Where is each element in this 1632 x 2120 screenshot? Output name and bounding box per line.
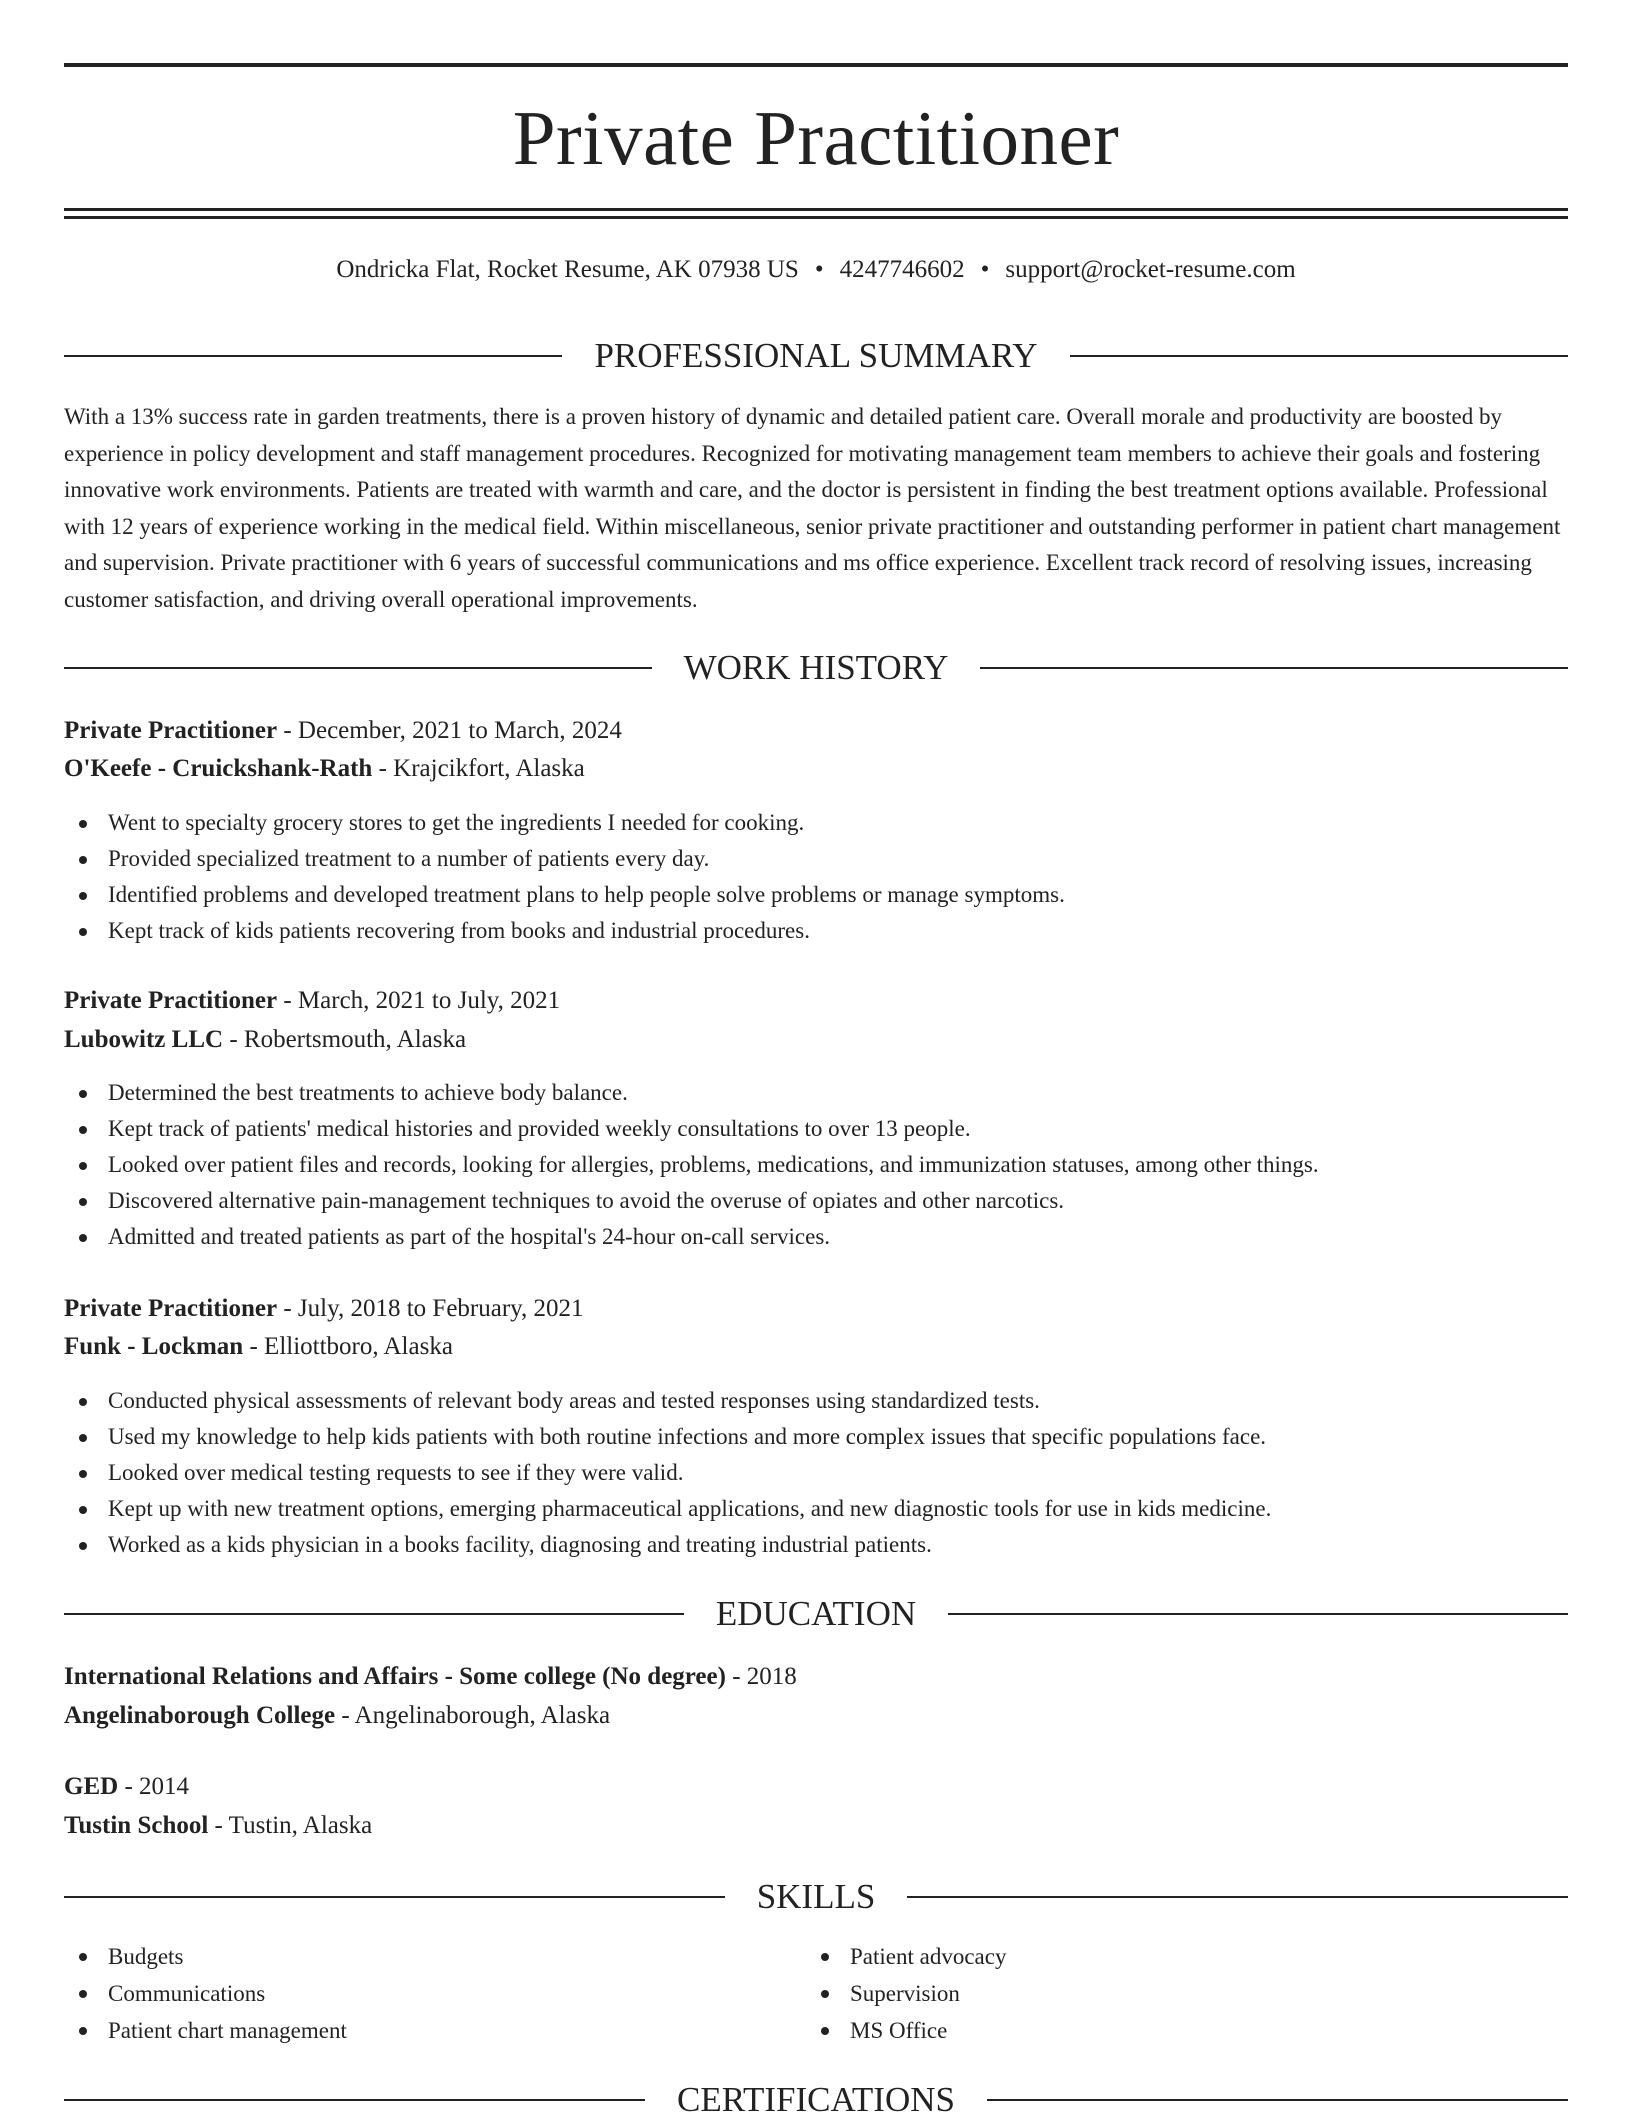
bullet-icon [79, 1953, 87, 1961]
list-item [64, 1075, 1568, 1111]
job-company-line [64, 1022, 1568, 1058]
list-item [64, 2012, 806, 2049]
contact-address: Ondricka Flat, Rocket Resume, AK 07938 US [336, 256, 799, 283]
job-title-line [64, 1291, 1568, 1327]
bullet-icon [79, 1090, 87, 1098]
bullet-icon [79, 1126, 87, 1134]
list-item [806, 1938, 1548, 1975]
section-heading-summary [64, 336, 1568, 376]
education-degree: International Relations and Affairs - Some college (No degree) [64, 1663, 726, 1690]
heading-rule-left [64, 667, 652, 669]
bullet-text: Kept track of patients' medical histories and provided weekly consultations to over 13 people. [108, 1116, 971, 1141]
skill-text: Supervision [850, 1981, 960, 2006]
bullet-text: Discovered alternative pain-management techniques to avoid the overuse of opiates and other narcotics. [108, 1188, 1065, 1213]
job-company-line [64, 751, 1568, 787]
section-title: SKILLS [756, 1877, 876, 1916]
list-item [64, 805, 1568, 841]
bullet-icon [79, 1198, 87, 1206]
bullet-icon [79, 820, 87, 828]
section-title: EDUCATION [715, 1594, 917, 1633]
education-school: Tustin School [64, 1812, 209, 1839]
bullet-text: Determined the best treatments to achieve body balance. [108, 1080, 628, 1105]
section-title: WORK HISTORY [683, 648, 949, 687]
list-item [64, 1419, 1568, 1455]
job-title: Private Practitioner [64, 717, 278, 744]
bullet-icon [79, 1398, 87, 1406]
job-dates: - March, 2021 to July, 2021 [277, 987, 561, 1014]
skill-text: Communications [108, 1981, 266, 2006]
job-company: Funk - Lockman [64, 1333, 244, 1360]
bullet-text: Kept track of kids patients recovering from books and industrial procedures. [108, 918, 810, 943]
bullet-icon [821, 1953, 829, 1961]
bullet-icon [79, 1234, 87, 1242]
skill-text: Budgets [108, 1944, 184, 1969]
job-title: Private Practitioner [64, 987, 278, 1014]
heading-rule-left [64, 1896, 725, 1898]
education-degree-line [64, 1769, 1568, 1805]
section-title: PROFESSIONAL SUMMARY [594, 336, 1038, 375]
bullet-icon [79, 1470, 87, 1478]
list-item [64, 841, 1568, 877]
list-item [64, 1383, 1568, 1419]
bullet-icon [79, 1162, 87, 1170]
list-item [806, 2012, 1548, 2049]
bullet-icon [79, 892, 87, 900]
bullet-icon [79, 1542, 87, 1550]
education-school: Angelinaborough College [64, 1702, 336, 1729]
heading-rule-left [64, 1613, 684, 1615]
section-title: CERTIFICATIONS [677, 2080, 955, 2119]
list-item [64, 1183, 1568, 1219]
bullet-icon [79, 928, 87, 936]
bullet-icon [79, 1506, 87, 1514]
job-bullets [64, 1383, 1568, 1563]
job-company: Lubowitz LLC [64, 1026, 224, 1053]
job-location: - Krajcikfort, Alaska [372, 755, 585, 782]
header-top-rule [64, 63, 1568, 67]
heading-rule-right [907, 1896, 1568, 1898]
list-item [64, 1527, 1568, 1563]
section-heading-education [64, 1594, 1568, 1634]
contact-line [64, 252, 1568, 288]
bullet-text: Worked as a kids physician in a books facility, diagnosing and treating industrial patients. [108, 1532, 932, 1557]
resume-name: Private Practitioner [512, 95, 1120, 181]
bullet-text: Used my knowledge to help kids patients with both routine infections and more complex issues that specific populations face. [108, 1424, 1267, 1449]
heading-rule-right [1070, 355, 1568, 357]
bullet-icon [821, 1990, 829, 1998]
list-item [64, 1455, 1568, 1491]
list-item [64, 1219, 1568, 1255]
job-location: - Elliottboro, Alaska [243, 1333, 453, 1360]
job-company-line [64, 1329, 1568, 1365]
bullet-icon [79, 2027, 87, 2035]
bullet-text: Provided specialized treatment to a number of patients every day. [108, 846, 710, 871]
heading-rule-left [64, 355, 562, 357]
skill-text: Patient advocacy [850, 1944, 1007, 1969]
education-year: - 2018 [725, 1663, 797, 1690]
job-dates: - July, 2018 to February, 2021 [277, 1295, 584, 1322]
section-heading-work [64, 648, 1568, 688]
header-bottom-rule-2 [64, 216, 1568, 219]
bullet-text: Conducted physical assessments of relevant body areas and tested responses using standardized tests. [108, 1388, 1040, 1413]
header-bottom-rule-1 [64, 208, 1568, 211]
job-title: Private Practitioner [64, 1295, 278, 1322]
contact-separator: • [980, 256, 990, 283]
section-heading-certifications [64, 2080, 1568, 2120]
contact-email: support@rocket-resume.com [1005, 256, 1296, 283]
bullet-icon [821, 2027, 829, 2035]
job-bullets [64, 805, 1568, 949]
education-degree-line [64, 1659, 1568, 1695]
list-item [806, 1975, 1548, 2012]
bullet-text: Admitted and treated patients as part of the hospital's 24-hour on-call services. [108, 1224, 831, 1249]
education-degree: GED [64, 1773, 119, 1800]
bullet-icon [79, 1990, 87, 1998]
bullet-icon [79, 856, 87, 864]
bullet-text: Looked over medical testing requests to see if they were valid. [108, 1460, 684, 1485]
job-dates: - December, 2021 to March, 2024 [277, 717, 622, 744]
heading-rule-right [980, 667, 1568, 669]
bullet-text: Went to specialty grocery stores to get the ingredients I needed for cooking. [108, 810, 805, 835]
list-item [64, 1938, 806, 1975]
bullet-text: Looked over patient files and records, looking for allergies, problems, medications, and immunization statuses, among other things. [108, 1152, 1319, 1177]
job-title-line [64, 713, 1568, 749]
list-item [64, 1111, 1568, 1147]
list-item [64, 877, 1568, 913]
summary-paragraph: With a 13% success rate in garden treatments, there is a proven history of dynamic and detailed patient care. Overall morale and productivity are boosted by experience in policy development and staff management procedures. Recognized for motivating management team members to achieve their goals and fostering innovative work environments. Patients are treated with warmth and care, and the doctor is persistent in finding the best treatment options available. Professional with 12 years of experience working in the medical field. Within miscellaneous, senior private practitioner and outstanding performer in patient chart management and supervision. Private practitioner with 6 years of successful communications and ms office experience. Excellent track record of resolving issues, increasing customer satisfaction, and driving overall operational improvements. [64, 404, 1561, 612]
education-year: - 2014 [118, 1773, 190, 1800]
job-location: - Robertsmouth, Alaska [223, 1026, 467, 1053]
list-item [64, 1147, 1568, 1183]
section-heading-skills [64, 1877, 1568, 1917]
heading-rule-right [948, 1613, 1568, 1615]
bullet-text: Kept up with new treatment options, emerging pharmaceutical applications, and new diagnostic tools for use in kids medicine. [108, 1496, 1272, 1521]
skills-list [64, 1938, 1568, 2049]
skill-text: MS Office [850, 2018, 948, 2043]
skills-column-left [64, 1938, 806, 2049]
bullet-icon [79, 1434, 87, 1442]
list-item [64, 1491, 1568, 1527]
contact-phone: 4247746602 [839, 256, 965, 283]
bullet-text: Identified problems and developed treatment plans to help people solve problems or manage symptoms. [108, 882, 1065, 907]
education-location: - Tustin, Alaska [208, 1812, 373, 1839]
education-school-line [64, 1808, 1568, 1844]
heading-rule-right [987, 2099, 1568, 2101]
list-item [64, 1975, 806, 2012]
education-school-line [64, 1698, 1568, 1734]
education-location: - Angelinaborough, Alaska [335, 1702, 611, 1729]
contact-separator: • [814, 256, 824, 283]
job-company: O'Keefe - Cruickshank-Rath [64, 755, 373, 782]
list-item [64, 913, 1568, 949]
job-bullets [64, 1075, 1568, 1255]
heading-rule-left [64, 2099, 645, 2101]
skill-text: Patient chart management [108, 2018, 347, 2043]
job-title-line [64, 983, 1568, 1019]
skills-column-right [806, 1938, 1548, 2049]
